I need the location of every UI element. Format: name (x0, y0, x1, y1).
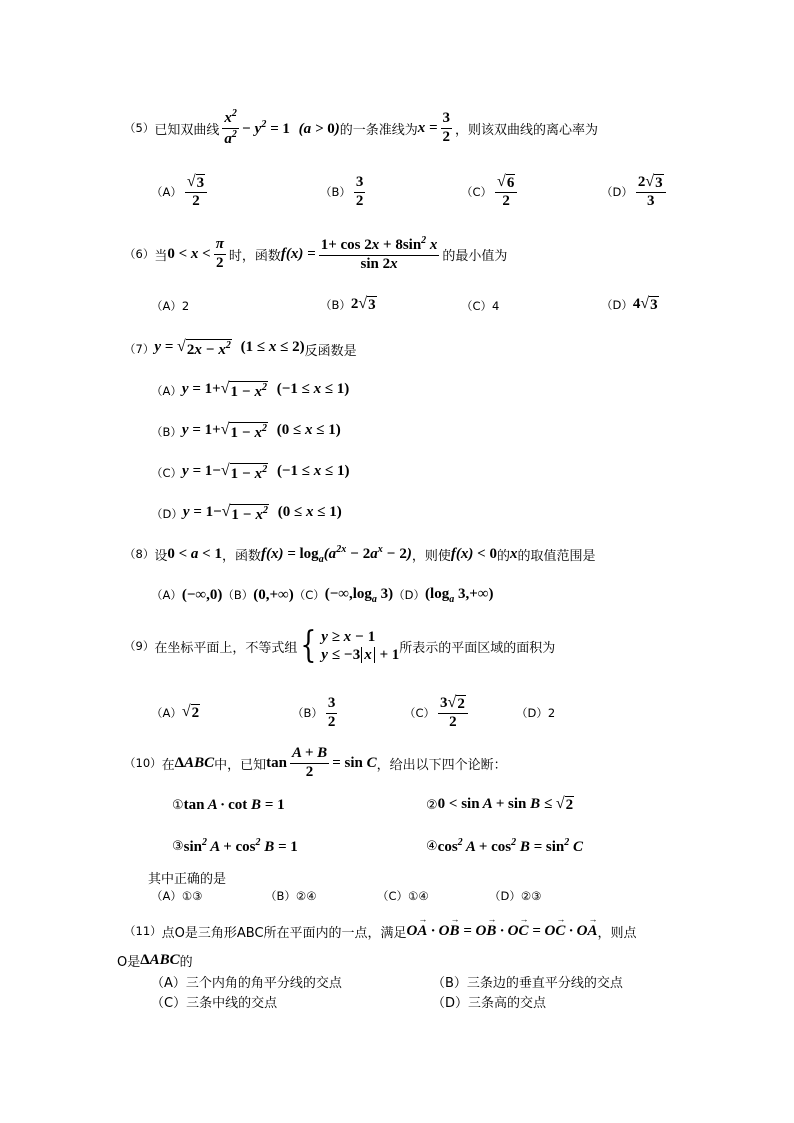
q10-option-c: （C）①④ (377, 889, 429, 903)
q10-claim-1-marker: ① (172, 797, 184, 813)
q9-option-c (404, 693, 471, 733)
q6-option-c-label: （C）4 (461, 299, 500, 313)
q7-option-b (151, 421, 341, 443)
q5-option-a (151, 172, 210, 212)
q10-claim-3-marker: ③ (172, 838, 184, 854)
q5-text-a: 已知双曲线 (154, 122, 220, 138)
q7-option-c-label: （C） (151, 466, 183, 480)
q11-text-d: 的 (179, 954, 193, 970)
q6-option-c (461, 296, 499, 316)
q7-option-a-value: y = 1+ √ $1 - x^2$ (−1 ≤ x ≤ 1) (181, 380, 350, 401)
q5-option-a-label: （A） (151, 185, 182, 199)
q8-options (151, 584, 493, 606)
q8-option-c-label: （C） (293, 588, 325, 602)
q5-directrix: x = (417, 119, 438, 136)
q8-option-b-label: （B） (222, 588, 254, 602)
q10-option-d: （D）②③ (489, 889, 542, 903)
q10-number: （10） (124, 756, 162, 770)
q6-option-d-value: 4 √ 3 (632, 295, 658, 314)
q6-option-b-label: （B） (320, 298, 351, 312)
question-6 (124, 234, 507, 274)
q6-text-c: 的最小值为 (442, 248, 508, 264)
q10-option-a: （A）①③ (151, 889, 203, 903)
q9-number: （9） (124, 639, 155, 653)
q10-claim-2-value: 0 < sin A + sin B ≤ √ 2 (437, 795, 574, 814)
q8-text-e: 的取值范围是 (517, 548, 596, 564)
q7-option-d-label: （D） (151, 507, 183, 521)
q7-option-a (151, 380, 349, 402)
q7-option-d-value: y = 1− √ $1 - x^2$ (0 ≤ x ≤ 1) (182, 503, 342, 524)
q8-text-a: 设 (154, 548, 168, 564)
q9-text-b: 所表示的平面区域的面积为 (399, 640, 556, 656)
q11-option-d-label: （D）三条高的交点 (432, 995, 547, 1011)
q10-claim-4-marker: ④ (426, 838, 438, 854)
q8-option-d-label: （D） (393, 588, 426, 602)
q7-option-c-value: y = 1− √ $1 - x^2$ (−1 ≤ x ≤ 1) (182, 462, 350, 483)
q8-option-c-value: ($-\infty,\log_a$ 3) (324, 585, 394, 605)
q10-text-a: 在 (161, 757, 175, 773)
q10-triangle: ΔABC (174, 754, 215, 771)
q7-option-d (151, 503, 342, 525)
q5-option-d (601, 172, 669, 212)
q11-triangle: ΔABC (140, 951, 180, 968)
q7-option-a-label: （A） (151, 384, 182, 398)
q11-option-b-label: （B）三条边的垂直平分线的交点 (432, 975, 623, 991)
question-11 (124, 920, 637, 942)
q5-option-c-value: √ 6 2 (495, 174, 517, 210)
q7-option-b-label: （B） (151, 425, 182, 439)
q8-option-a-value: (−∞,0) (181, 586, 223, 603)
q7-text-a: 反函数是 (304, 343, 357, 359)
question-8 (124, 543, 595, 565)
q9-option-a-label: （A） (151, 706, 182, 720)
q10-text-b: 中，已知 (214, 757, 267, 773)
q11-option-d (432, 991, 546, 1011)
q6-number: （6） (124, 247, 155, 261)
q8-inequality: f(x) < 0 (450, 545, 497, 562)
question-5 (124, 107, 599, 147)
q10-claim-4 (426, 835, 583, 857)
q6-option-a (151, 296, 189, 316)
q9-text-a: 在坐标平面上，不等式组 (154, 640, 298, 656)
q10-claim-1-value: tan A · cot B = 1 (183, 796, 285, 813)
q9-option-c-value: 3 √ 2 2 (438, 695, 468, 731)
q5-hyperbola-rest: − $y^2 = 1$ (a > 0) (241, 118, 340, 137)
q11-option-b (432, 971, 623, 991)
q7-option-c (151, 462, 349, 484)
q9-option-c-label: （C） (404, 706, 436, 720)
q6-function-fraction: $\frac{1+ \cos 2x + 8\sin^2 x}{\sin 2x}$ (320, 234, 438, 272)
q8-variable: x (509, 545, 518, 562)
q11-text-c: O是 (117, 954, 141, 970)
q11-text-b: ，则点 (597, 925, 637, 941)
q11-line-2 (117, 950, 193, 970)
q5-number: （5） (124, 121, 155, 135)
q5-option-b-label: （B） (320, 185, 351, 199)
left-brace-icon: { (300, 625, 317, 666)
q7-number: （7） (124, 342, 155, 356)
q9-option-b (292, 693, 340, 733)
q11-option-a-label: （A）三个内角的角平分线的交点 (151, 975, 342, 991)
q8-number: （8） (124, 547, 155, 561)
q6-option-d (601, 294, 659, 316)
q11-vector-equation: OA → · OB → = OB → · OC → = OC → · OA → (407, 923, 598, 940)
q6-option-b (320, 294, 377, 316)
q5-option-c (461, 172, 520, 212)
q10-tan: tan (266, 754, 287, 771)
q5-text-c: ，则该双曲线的离心率为 (455, 122, 599, 138)
q9-option-d (516, 703, 555, 723)
q8-text-c: ，则使 (411, 548, 451, 564)
q9-option-b-value: $\frac{3}{2}$ (327, 694, 336, 730)
q6-range-fraction: $\frac{\pi}{2}$ (215, 235, 224, 271)
question-10 (124, 744, 507, 782)
q10-claim-1 (172, 794, 285, 816)
q11-option-a (151, 971, 342, 991)
q5-hyperbola-fraction: $\frac{x^2}{a^2}$ (224, 107, 237, 147)
q6-function-name: f(x) = (280, 245, 316, 262)
q10-text-c: ，给出以下四个论断： (376, 757, 507, 773)
q5-option-c-label: （C） (461, 185, 493, 199)
q6-option-a-label: （A）2 (151, 299, 190, 313)
q10-option-b: （B）②④ (265, 889, 317, 903)
q9-option-a (151, 693, 200, 733)
q5-option-d-value: 2 √ 3 3 (636, 174, 666, 210)
q10-sin-c: = sin C (332, 754, 377, 771)
q8-option-d-value: ($\log_a$ 3,+∞) (425, 585, 494, 605)
q10-claim-4-value: $\cos^2 A + \cos^2 B = \sin^2 C$ (437, 836, 584, 855)
q10-which (148, 867, 226, 887)
q8-option-b-value: (0,+∞) (253, 586, 294, 603)
q9-inequality-system: y ≥ x − 1 y ≤ −3 x + 1 (321, 629, 400, 663)
q5-option-d-label: （D） (601, 185, 633, 199)
q9-option-b-label: （B） (292, 706, 323, 720)
q5-option-a-value: √ 3 2 (185, 174, 207, 210)
q6-option-b-value: 2 √ 3 (350, 295, 376, 314)
q11-option-c (151, 991, 277, 1011)
question-9 (124, 624, 555, 668)
q5-option-b (320, 172, 368, 212)
q6-text-a: 当 (154, 248, 168, 264)
q6-option-d-label: （D） (601, 298, 633, 312)
q8-function: $f(x) = \log_a(a^{2x} - 2a^x - 2)$ (260, 543, 412, 565)
q8-condition: 0 < a < 1 (167, 545, 222, 562)
q9-option-a-value: √ 2 (181, 703, 200, 722)
q5-directrix-fraction: $\frac{3}{2}$ (442, 109, 451, 145)
question-7 (124, 338, 357, 360)
q7-equation: y = √ $2x - x^2$ (1 ≤ x ≤ 2) (154, 338, 305, 359)
q8-text-d: 的 (496, 548, 510, 564)
q10-claim-3 (172, 835, 298, 857)
q10-claim-2-marker: ② (426, 797, 438, 813)
q10-tan-fraction: $\frac{A + B}{2}$ (291, 744, 328, 780)
q7-option-b-value: y = 1+ √ $1 - x^2$ (0 ≤ x ≤ 1) (181, 421, 341, 442)
q10-which-text: 其中正确的是 (148, 871, 227, 887)
q10-options (151, 886, 541, 906)
q11-number: （11） (124, 924, 162, 938)
q8-option-a-label: （A） (151, 588, 182, 602)
q5-option-b-value: $\frac{3}{2}$ (355, 173, 364, 209)
q10-claim-3-value: $\sin^2 A + \cos^2 B = 1$ (183, 836, 298, 855)
q9-option-d-label: （D）2 (516, 706, 556, 720)
q6-range: 0 < x < (167, 245, 211, 262)
q10-claim-2 (426, 794, 574, 816)
q5-text-b: 的一条准线为 (339, 122, 418, 138)
q8-text-b: ，函数 (221, 548, 261, 564)
q11-text-a: 点O是三角形ABC所在平面内的一点，满足 (161, 925, 407, 941)
q6-text-b: 时，函数 (228, 248, 281, 264)
q11-option-c-label: （C）三条中线的交点 (151, 995, 278, 1011)
